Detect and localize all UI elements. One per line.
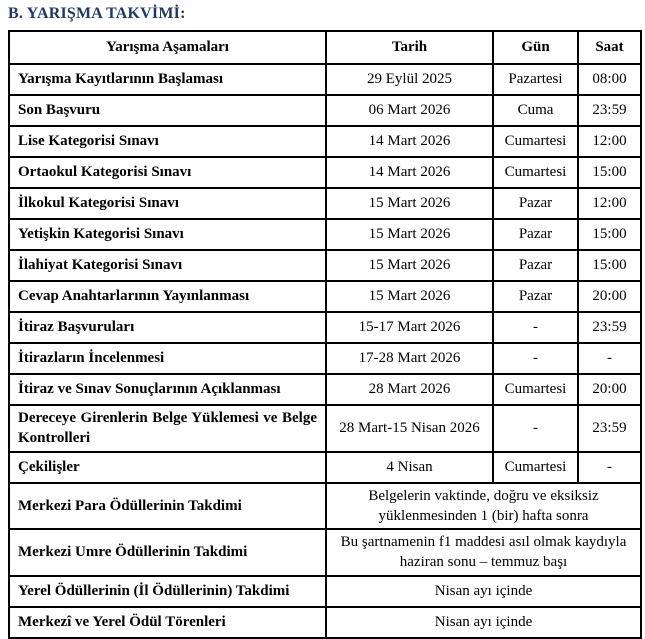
merged-note-cell: Nisan ayı içinde — [326, 576, 641, 607]
time-cell: 23:59 — [578, 95, 641, 126]
date-cell: 15 Mart 2026 — [326, 219, 493, 250]
date-cell: 29 Eylül 2025 — [326, 64, 493, 95]
table-row — [9, 405, 641, 452]
time-cell: - — [578, 452, 641, 483]
table-row — [9, 126, 641, 157]
date-cell: 15 Mart 2026 — [326, 250, 493, 281]
stage-cell: Son Başvuru — [9, 95, 326, 126]
stage-cell: Merkezî ve Yerel Ödül Törenleri — [9, 607, 326, 638]
stage-cell: İtiraz ve Sınav Sonuçlarının Açıklanması — [9, 374, 326, 405]
date-cell: 15 Mart 2026 — [326, 281, 493, 312]
stage-cell: Merkezi Umre Ödüllerinin Takdimi — [9, 529, 326, 576]
day-cell: Pazar — [493, 188, 578, 219]
time-cell: 23:59 — [578, 312, 641, 343]
date-cell: 15 Mart 2026 — [326, 188, 493, 219]
day-cell: Cumartesi — [493, 157, 578, 188]
table-row — [9, 250, 641, 281]
day-cell: Cumartesi — [493, 374, 578, 405]
date-cell: 4 Nisan — [326, 452, 493, 483]
table-row — [9, 576, 641, 607]
day-cell: Pazar — [493, 281, 578, 312]
time-cell: 20:00 — [578, 374, 641, 405]
time-cell: 08:00 — [578, 64, 641, 95]
date-cell: 06 Mart 2026 — [326, 95, 493, 126]
day-cell: - — [493, 312, 578, 343]
header-cell-date: Tarih — [326, 31, 493, 64]
header-cell-stage: Yarışma Aşamaları — [9, 31, 326, 64]
time-cell: 15:00 — [578, 250, 641, 281]
day-cell: Cuma — [493, 95, 578, 126]
time-cell: - — [578, 343, 641, 374]
table-row — [9, 188, 641, 219]
stage-cell: İlahiyat Kategorisi Sınavı — [9, 250, 326, 281]
time-cell: 12:00 — [578, 188, 641, 219]
day-cell: Cumartesi — [493, 452, 578, 483]
table-header-row — [9, 31, 641, 64]
table-row — [9, 64, 641, 95]
merged-note-cell: Belgelerin vaktinde, doğru ve eksiksiz yüklenmesinden 1 (bir) hafta sonra — [326, 483, 641, 530]
stage-cell: İlkokul Kategorisi Sınavı — [9, 188, 326, 219]
table-row — [9, 452, 641, 483]
stage-cell: Dereceye Girenlerin Belge Yüklemesi ve Belge Kontrolleri — [9, 405, 326, 452]
table-row — [9, 343, 641, 374]
stage-cell: Lise Kategorisi Sınavı — [9, 126, 326, 157]
merged-note-cell: Nisan ayı içinde — [326, 607, 641, 638]
stage-cell: Merkezi Para Ödüllerinin Takdimi — [9, 483, 326, 530]
date-cell: 15-17 Mart 2026 — [326, 312, 493, 343]
table-row — [9, 483, 641, 530]
table-row — [9, 281, 641, 312]
date-cell: 28 Mart 2026 — [326, 374, 493, 405]
time-cell: 20:00 — [578, 281, 641, 312]
date-cell: 14 Mart 2026 — [326, 126, 493, 157]
time-cell: 23:59 — [578, 405, 641, 452]
day-cell: - — [493, 343, 578, 374]
stage-cell: İtiraz Başvuruları — [9, 312, 326, 343]
stage-cell: Yarışma Kayıtlarının Başlaması — [9, 64, 326, 95]
stage-cell: Cevap Anahtarlarının Yayınlanması — [9, 281, 326, 312]
section-title: B. YARIŞMA TAKVİMİ: — [8, 5, 186, 22]
date-cell: 28 Mart-15 Nisan 2026 — [326, 405, 493, 452]
header-cell-time: Saat — [578, 31, 641, 64]
time-cell: 12:00 — [578, 126, 641, 157]
table-row — [9, 157, 641, 188]
day-cell: Pazar — [493, 219, 578, 250]
stage-cell: İtirazların İncelenmesi — [9, 343, 326, 374]
stage-cell: Ortaokul Kategorisi Sınavı — [9, 157, 326, 188]
stage-cell: Çekilişler — [9, 452, 326, 483]
header-cell-day: Gün — [493, 31, 578, 64]
table-row — [9, 95, 641, 126]
schedule-table-body — [9, 64, 641, 638]
table-row — [9, 312, 641, 343]
stage-cell: Yerel Ödüllerinin (İl Ödüllerinin) Takdimi — [9, 576, 326, 607]
table-row — [9, 219, 641, 250]
table-row — [9, 529, 641, 576]
stage-cell: Yetişkin Kategorisi Sınavı — [9, 219, 326, 250]
table-row — [9, 374, 641, 405]
day-cell: Cumartesi — [493, 126, 578, 157]
merged-note-cell: Bu şartnamenin f1 maddesi asıl olmak kaydıyla haziran sonu – temmuz başı — [326, 529, 641, 576]
date-cell: 17-28 Mart 2026 — [326, 343, 493, 374]
date-cell: 14 Mart 2026 — [326, 157, 493, 188]
day-cell: Pazartesi — [493, 64, 578, 95]
day-cell: - — [493, 405, 578, 452]
time-cell: 15:00 — [578, 219, 641, 250]
day-cell: Pazar — [493, 250, 578, 281]
time-cell: 15:00 — [578, 157, 641, 188]
table-row — [9, 607, 641, 638]
schedule-table — [8, 30, 642, 639]
